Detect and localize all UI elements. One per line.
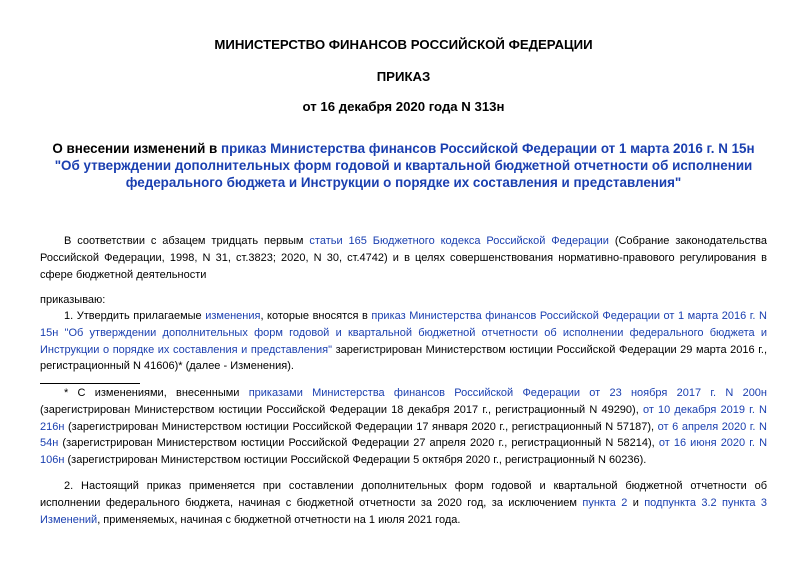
budget-code-link[interactable]: статьи 165 Бюджетного кодекса Российской Федерации xyxy=(309,235,609,247)
item-2-text-3: , применяемых, начиная с бюджетной отчетности на 1 июля 2021 года. xyxy=(97,513,461,526)
item-1-text-3: зарегистрирован Министерством юстиции Российской Федерации 29 марта 2016 г., регистрационный N 41606)* (далее - Изменения). xyxy=(40,343,768,373)
item-1-text-1: 1. Утвердить прилагаемые xyxy=(64,310,206,322)
subitem-3-2-link[interactable]: подпункта 3.2 пункта 3 Изменений xyxy=(40,496,767,526)
item-1-text-2: , которые вносятся в xyxy=(260,310,372,322)
order-word: приказываю: xyxy=(40,294,106,306)
date-number-heading: от 16 декабря 2020 года N 313н xyxy=(302,99,505,114)
title-prefix: О внесении изменений в xyxy=(52,141,221,156)
order-106n-link[interactable]: от 16 июня 2020 г. N 106н xyxy=(40,437,768,467)
preamble-paragraph xyxy=(40,233,767,283)
document-title xyxy=(40,140,767,191)
footnote-text-5: (зарегистрирован Министерством юстиции Российской Федерации 5 октября 2020 г., регистрационный N 60236). xyxy=(64,454,647,467)
changes-link[interactable]: изменения xyxy=(205,310,261,322)
preamble-text-1: В соответствии с абзацем тридцать первым xyxy=(64,235,310,247)
footnote-text-1: * С изменениями, внесенными xyxy=(64,387,249,399)
order-200n-link[interactable]: приказами Министерства финансов Российской Федерации от 23 ноября 2017 г. N 200н xyxy=(248,387,767,399)
order-15n-link[interactable]: приказ Министерства финансов Российской Федерации от 1 марта 2016 г. N 15н "Об утверждении дополнительных форм годовой и квартальной бюджетной отчетности об исполнении федерального бюджета и Инструкции о порядке их составления и представления" xyxy=(40,310,767,356)
order-54n-link[interactable]: от 6 апреля 2020 г. N 54н xyxy=(40,420,768,450)
footnote-divider xyxy=(40,383,140,384)
item-2-text-1: 2. Настоящий приказ применяется при составлении дополнительных форм годовой и квартальной бюджетной отчетности об исполнении федерального бюджета, начиная с бюджетной отчетности за 2020 год, за исключением xyxy=(40,480,767,509)
footnote-text-2: (зарегистрирован Министерством юстиции Российской Федерации 18 декабря 2017 г., регистрационный N 49290), xyxy=(40,403,643,416)
title-order-link[interactable]: приказ Министерства финансов Российской Федерации от 1 марта 2016 г. N 15н "Об утверждении дополнительных форм годовой и квартальной бюджетной отчетности об исполнении федерального бюджета и Инструкции о порядке их составления и представления" xyxy=(54,141,755,190)
item-2-text-2: и xyxy=(627,496,645,509)
footnote-text-3: (зарегистрирован Министерством юстиции Российской Федерации 17 января 2020 г., регистрационный N 57187), xyxy=(64,420,658,433)
doc-type-heading: ПРИКАЗ xyxy=(376,69,431,84)
order-216n-link[interactable]: от 10 декабря 2019 г. N 216н xyxy=(40,403,767,433)
footnote-paragraph xyxy=(40,385,767,469)
item-2-paragraph xyxy=(40,478,767,528)
item-2-link[interactable]: пункта 2 xyxy=(582,496,628,509)
item-1-paragraph xyxy=(40,308,767,375)
preamble-text-2: (Собрание законодательства Российской Федерации, 1998, N 31, ст.3823; 2020, N 30, ст.4742) и в целях совершенствования нормативно-правового регулирования в сфере бюджетной деятельности xyxy=(40,235,767,281)
footnote-text-4: (зарегистрирован Министерством юстиции Российской Федерации 27 апреля 2020 г., регистрационный N 58214), xyxy=(58,437,659,450)
ministry-heading: МИНИСТЕРСТВО ФИНАНСОВ РОССИЙСКОЙ ФЕДЕРАЦИИ xyxy=(214,37,593,52)
